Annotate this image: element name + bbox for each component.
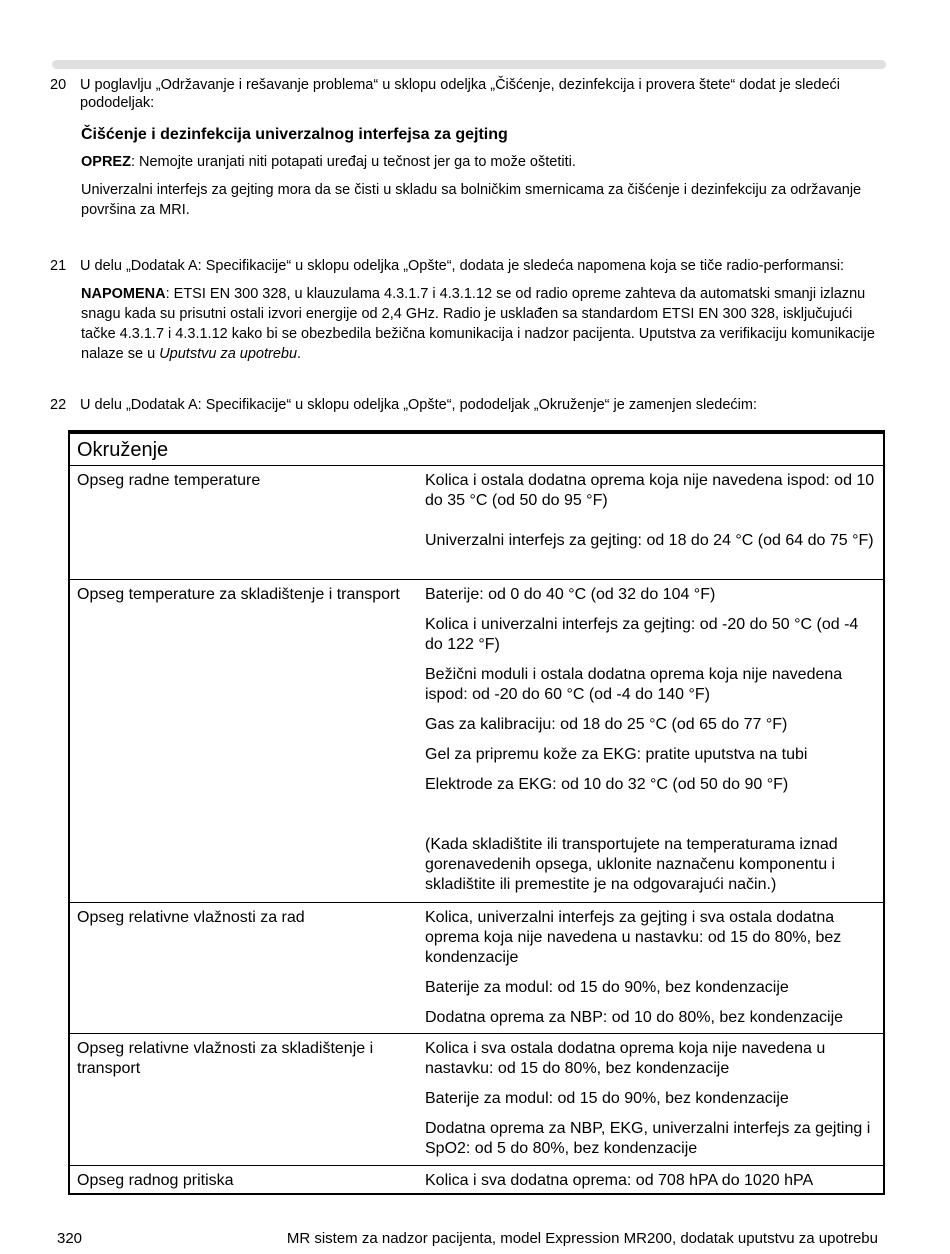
item-number: 22 <box>50 397 67 413</box>
row-value: Gas za kalibraciju: od 18 do 25 °C (od 65 do 77 °F) <box>425 716 788 733</box>
note-text: : ETSI EN 300 328, u klauzulama 4.3.1.7 i 4.3.1.12 se od radio opreme zahteva da automatski smanji izlaznu snagu kada su prisutni ostali izvori energije od 2,4 GHz. Radio je usklađen sa standardom ETSI EN 300 328, isključujući tačke 4.3.1.7 i 4.3.1.12 kako bi se obezbedila bežična komunikacija i nadzor pacijenta. Uputstva za verifikaciju komunikacije nalaze se u <box>81 286 875 362</box>
list-item-22 <box>50 396 890 414</box>
row-value: Kolica i sva ostala dodatna oprema koja nije navedena u nastavku: od 15 do 80%, bez kondenzacije <box>425 1040 826 1077</box>
row-label: Opseg temperature za skladištenje i transport <box>77 586 400 603</box>
note-label: NAPOMENA <box>81 286 166 302</box>
row-value: Kolica i ostala dodatna oprema koja nije navedena ispod: od 10 do 35 °C (od 50 do 95 °F) <box>425 472 875 509</box>
cleaning-paragraph: Univerzalni interfejs za gejting mora da se čisti u skladu sa bolničkim smernicama za čišćenje i dezinfekciju za održavanje površina za MRI. <box>81 182 862 218</box>
table-row <box>70 580 883 903</box>
environment-table <box>68 430 885 1195</box>
row-value: (Kada skladištite ili transportujete na temperaturama iznad gorenavedenih opsega, uklonite naznačenu komponentu i skladištite ili premestite je na odgovarajući način.) <box>425 836 838 893</box>
item-text: U delu „Dodatak A: Specifikacije“ u sklopu odeljka „Opšte“, pododeljak „Okruženje“ je zamenjen sledećim: <box>80 397 757 413</box>
row-values <box>425 908 877 1038</box>
row-value: Univerzalni interfejs za gejting: od 18 do 24 °C (od 64 do 75 °F) <box>425 532 874 549</box>
row-label: Opseg radnog pritiska <box>77 1172 234 1189</box>
caution-label: OPREZ <box>81 154 131 170</box>
row-value: Baterije za modul: od 15 do 90%, bez kondenzacije <box>425 979 789 996</box>
row-value: Dodatna oprema za NBP: od 10 do 80%, bez kondenzacije <box>425 1009 844 1026</box>
caution-text: : Nemojte uranjati niti potapati uređaj u tečnost jer ga to može oštetiti. <box>130 154 576 170</box>
table-row <box>70 466 883 580</box>
list-item-20 <box>50 76 890 112</box>
table-row <box>70 1034 883 1166</box>
row-values <box>425 1171 877 1201</box>
item-number: 21 <box>50 258 67 274</box>
row-label: Opseg relativne vlažnosti za skladištenje i transport <box>77 1040 374 1077</box>
item-text: U poglavlju „Održavanje i rešavanje problema“ u sklopu odeljka „Čišćenje, dezinfekcija i provera štete“ dodat je sledeći pododeljak: <box>80 77 841 111</box>
row-value: Bežični moduli i ostala dodatna oprema koja nije navedena ispod: od -20 do 60 °C (od -4 do 140 °F) <box>425 666 843 703</box>
list-item-21 <box>50 257 890 275</box>
row-value: Kolica i univerzalni interfejs za gejting: od -20 do 50 °C (od -4 do 122 °F) <box>425 616 859 653</box>
row-label: Opseg relativne vlažnosti za rad <box>77 909 305 926</box>
row-value: Elektrode za EKG: od 10 do 32 °C (od 50 do 90 °F) <box>425 776 789 793</box>
row-value: Dodatna oprema za NBP, EKG, univerzalni interfejs za gejting i SpO2: od 5 do 80%, bez kondenzacije <box>425 1120 871 1157</box>
row-value: Kolica, univerzalni interfejs za gejting i sva ostala dodatna oprema koja nije navedena u nastavku: od 15 do 80%, bez kondenzacije <box>425 909 842 966</box>
section-subheading: Čišćenje i dezinfekcija univerzalnog interfejsa za gejting <box>81 126 508 143</box>
note-paragraph <box>81 284 881 364</box>
row-label: Opseg radne temperature <box>77 472 261 489</box>
row-value: Baterije: od 0 do 40 °C (od 32 do 104 °F) <box>425 586 716 603</box>
note-end: . <box>297 346 302 362</box>
row-value: Kolica i sva dodatna oprema: od 708 hPA do 1020 hPA <box>425 1172 814 1189</box>
row-values <box>425 585 877 905</box>
item-text: U delu „Dodatak A: Specifikacije“ u sklopu odeljka „Opšte“, dodata je sledeća napomena koja se tiče radio-performansi: <box>80 258 845 274</box>
item-number: 20 <box>50 77 67 93</box>
row-value: Gel za pripremu kože za EKG: pratite uputstva na tubi <box>425 746 808 763</box>
table-row <box>70 1166 883 1193</box>
row-values <box>425 471 877 561</box>
page-number: 320 <box>57 1230 83 1247</box>
caution-paragraph <box>81 152 881 172</box>
table-row <box>70 903 883 1034</box>
row-values <box>425 1039 877 1169</box>
table-title: Okruženje <box>70 434 883 466</box>
header-bar <box>52 60 886 69</box>
note-italic-ref: Uputstvu za upotrebu <box>159 346 298 362</box>
row-value: Baterije za modul: od 15 do 90%, bez kondenzacije <box>425 1090 789 1107</box>
footer-title: MR sistem za nadzor pacijenta, model Expression MR200, dodatak uputstvu za upotrebu <box>286 1230 878 1247</box>
